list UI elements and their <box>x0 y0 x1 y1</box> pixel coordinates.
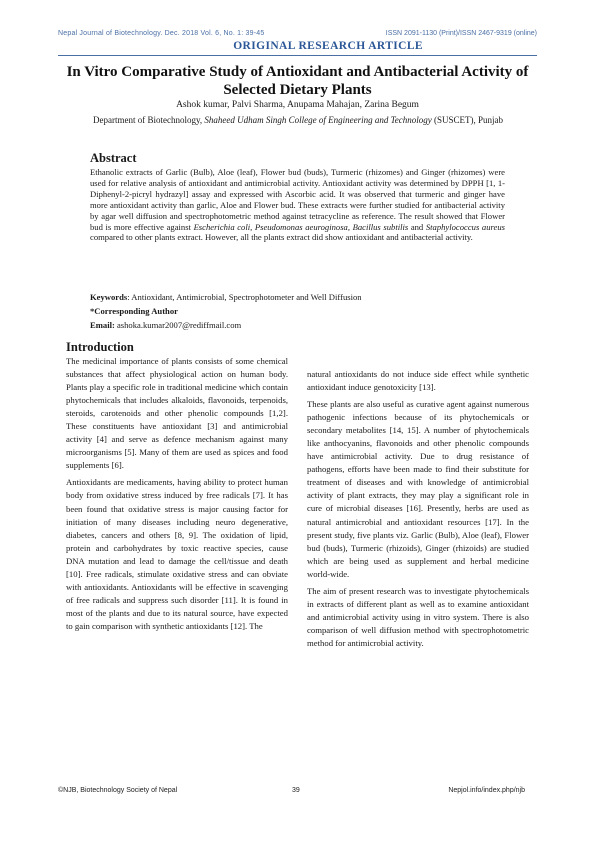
footer-copyright: ©NJB, Biotechnology Society of Nepal <box>58 787 178 794</box>
abstract-text-2: compared to other plants extract. However, all the plants extract did show antioxidant and antibacterial activity. <box>90 232 473 243</box>
abstract-species: Escherichia coli, Pseudomonas aeuroginosa, Bacillus subtilis <box>193 221 409 232</box>
intro-paragraph-2: Antioxidants are medicaments, having ability to protect human body from oxidative stress induced by free radicals [7]. It has been found that oxidative stress is major causing factor for initiation of many diseases including neuro degenerative, diabetes, cancers and others [8, 9]. The oxidation of lipid, protein and carbohydrates by toxic reactive species, cause DNA mutation and lead to damage the cell/tissue and death [10]. Free radicals, stimulate oxidative stress and can obviate with antioxidants. Antioxidants will be effective in scavenging of free radicals and suppress such disorder [11]. It is found in most of the plants and due to its natural source, have expected to gain comparison with synthetic antioxidants [12]. The <box>66 477 288 631</box>
footer-url[interactable]: Nepjol.info/index.php/njb <box>448 787 525 794</box>
keywords-list: : Antioxidant, Antimicrobial, Spectrophotometer and Well Diffusion <box>127 292 362 302</box>
issn-text: ISSN 2091-1130 (Print)/ISSN 2467-9319 (online) <box>385 30 537 37</box>
paper-title: In Vitro Comparative Study of Antioxidant and Antibacterial Activity of Selected Dietary Plants <box>66 64 529 98</box>
email-line <box>90 320 241 330</box>
affiliation-institution: Shaheed Udham Singh College of Engineering and Technology <box>204 115 432 125</box>
left-column <box>66 355 288 637</box>
right-column <box>307 368 529 654</box>
intro-paragraph-1: The medicinal importance of plants consists of some chemical substances that affect physiological action on human body. Plants play a specific role in traditional medicine which contain phytochemicals that includes alkaloids, flavonoids, terpenoids, steroids, carotenoids and other phenolic compounds [1,2]. These constituents have antioxidant [3] and antimicrobial activity [4] and serve as defence mechanism against many microorganisms [5]. Many of them are used as spices and food supplements [6]. <box>66 356 288 471</box>
affiliation-dept: Department of Biotechnology, <box>92 115 205 125</box>
keywords-label: Keywords <box>90 292 128 302</box>
header-rule <box>58 55 537 56</box>
corresponding-author: *Corresponding Author <box>90 306 178 316</box>
abstract-species-2: Staphylococcus aureus <box>425 221 505 232</box>
journal-citation: Nepal Journal of Biotechnology. Dec. 2018 Vol. 6, No. 1: 39-45 <box>58 30 265 37</box>
keywords <box>90 292 505 302</box>
intro-paragraph-4: These plants are also useful as curative agent against numerous pathogenic infections because of its phytochemicals or secondary metabolites [14, 15]. A number of phytochemicals like anthocyanins, flavonoids and other phenolic compounds have antimicrobial activity. Due to drug resistance of pathogens, efforts have been made to find their substitute for treatment of diseases and with knowledge of antimicrobial activity of plant extracts, they may play a significant role in cure of microbial diseases [16]. Presently, herbs are used as natural antimicrobial and antioxidant resources [17]. In the present study, five plants viz. Garlic (Bulb), Aloe (leaf), Flower bud (buds), Turmeric (rhizoids), Ginger (rhizoids) are studied which are being used as supplement and herbal medicine world-wide. <box>307 399 529 579</box>
abstract-body <box>90 167 505 243</box>
author-list: Ashok kumar, Palvi Sharma, Anupama Mahajan, Zarina Begum <box>176 100 419 110</box>
affiliation <box>78 114 518 127</box>
intro-paragraph-5: The aim of present research was to investigate phytochemicals in extracts of different plant as well as to examine antioxidant and antimicrobial activity using in vitro system. There is also comparison of well diffusion method with spectrophotometric method for antimicrobial activity. <box>307 585 529 648</box>
affiliation-location: (SUSCET), Punjab <box>431 115 504 125</box>
page-number: 39 <box>292 787 300 794</box>
section-label: ORIGINAL RESEARCH ARTICLE <box>233 40 423 52</box>
email-address[interactable]: ashoka.kumar2007@rediffmail.com <box>114 320 242 330</box>
intro-paragraph-3: natural antioxidants do not induce side effect while synthetic antioxidant induce genotoxicity [13]. <box>307 369 529 393</box>
abstract-and: and <box>408 221 426 232</box>
abstract-text-1: Ethanolic extracts of Garlic (Bulb), Aloe (leaf), Flower bud (buds), Turmeric (rhizomes) and Ginger (rhizomes) were used for relative analysis of antioxidant and antimicrobial activity. Antioxidant activity was determined by DPPH [1, 1-Diphenyl-2-picryl hydrazyl] assay and expressed with Ascorbic acid. It was observed that turmeric and ginger have more antioxidant activity than garlic, Aloe and Flower bud. These extracts were further studied for antibacterial activity by agar well diffusion and spectrophotometric method against tetracycline as reference. The result showed that Flower bud is more effective against <box>90 167 505 232</box>
abstract-heading: Abstract <box>90 151 137 165</box>
introduction-heading: Introduction <box>66 340 134 354</box>
email-label: Email: <box>90 320 115 330</box>
